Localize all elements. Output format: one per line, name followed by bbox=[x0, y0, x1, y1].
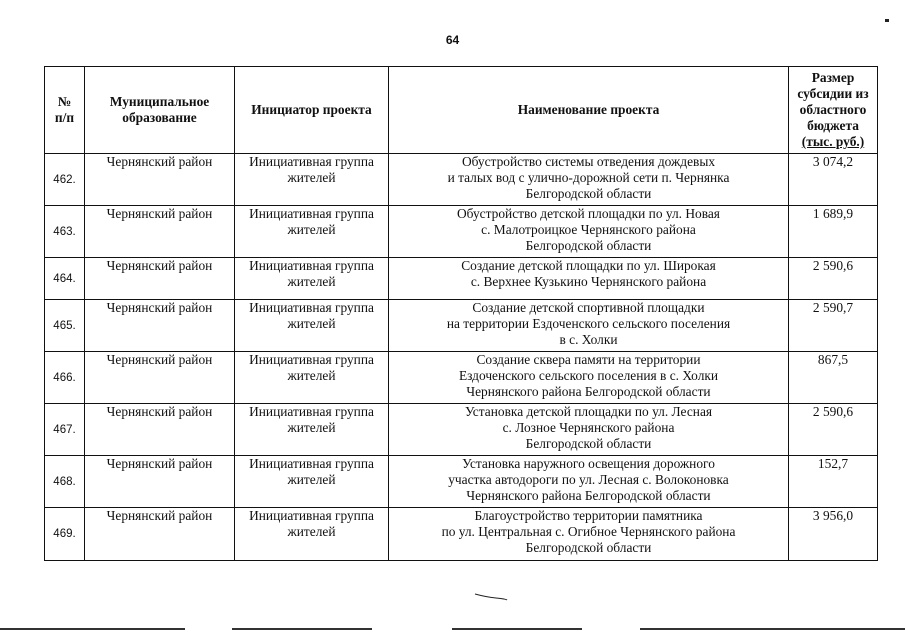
row-amount: 152,7 bbox=[789, 456, 878, 508]
row-initiator: Инициативная группа жителей bbox=[235, 352, 389, 404]
row-amount: 2 590,6 bbox=[789, 404, 878, 456]
header-num: № п/п bbox=[45, 67, 85, 154]
row-initiator: Инициативная группа жителей bbox=[235, 508, 389, 561]
header-subsidy: Размер субсидии из областного бюджета (тыс. руб.) bbox=[789, 67, 878, 154]
projects-table bbox=[44, 66, 878, 561]
row-project-name: Обустройство детской площадки по ул. Новая с. Малотроицкое Чернянского района Белгородской области bbox=[389, 206, 789, 258]
row-initiator: Инициативная группа жителей bbox=[235, 300, 389, 352]
table-row bbox=[45, 404, 878, 456]
row-amount: 1 689,9 bbox=[789, 206, 878, 258]
row-project-name: Установка детской площадки по ул. Лесная с. Лозное Чернянского района Белгородской области bbox=[389, 404, 789, 456]
row-municipality: Чернянский район bbox=[85, 300, 235, 352]
row-initiator: Инициативная группа жителей bbox=[235, 404, 389, 456]
row-municipality: Чернянский район bbox=[85, 508, 235, 561]
header-initiator: Инициатор проекта bbox=[235, 67, 389, 154]
row-project-name: Установка наружного освещения дорожного участка автодороги по ул. Лесная с. Волоконовка Чернянского района Белгородской области bbox=[389, 456, 789, 508]
row-municipality: Чернянский район bbox=[85, 404, 235, 456]
row-amount: 867,5 bbox=[789, 352, 878, 404]
row-initiator: Инициативная группа жителей bbox=[235, 206, 389, 258]
row-project-name: Создание детской спортивной площадки на территории Ездоченского сельского поселения в с. Холки bbox=[389, 300, 789, 352]
row-project-name: Обустройство системы отведения дождевых и талых вод с улично-дорожной сети п. Чернянка Белгородской области bbox=[389, 154, 789, 206]
pen-mark bbox=[474, 592, 508, 602]
page-number: 64 bbox=[445, 33, 460, 47]
row-amount: 3 074,2 bbox=[789, 154, 878, 206]
table-row bbox=[45, 258, 878, 300]
header-project: Наименование проекта bbox=[389, 67, 789, 154]
row-number: 463. bbox=[45, 206, 85, 258]
row-project-name: Благоустройство территории памятника по ул. Центральная с. Огибное Чернянского района Белгородской области bbox=[389, 508, 789, 561]
header-municipality: Муниципальное образование bbox=[85, 67, 235, 154]
row-number: 462. bbox=[45, 154, 85, 206]
table-row bbox=[45, 154, 878, 206]
row-municipality: Чернянский район bbox=[85, 456, 235, 508]
table-row bbox=[45, 352, 878, 404]
row-project-name: Создание детской площадки по ул. Широкая с. Верхнее Кузькино Чернянского района bbox=[389, 258, 789, 300]
row-initiator: Инициативная группа жителей bbox=[235, 456, 389, 508]
table-row bbox=[45, 300, 878, 352]
row-amount: 2 590,6 bbox=[789, 258, 878, 300]
row-number: 466. bbox=[45, 352, 85, 404]
row-number: 469. bbox=[45, 508, 85, 561]
row-number: 467. bbox=[45, 404, 85, 456]
table-row bbox=[45, 508, 878, 561]
scan-speck bbox=[885, 19, 889, 22]
row-project-name: Создание сквера памяти на территории Ездоченского сельского поселения в с. Холки Чернянского района Белгородской области bbox=[389, 352, 789, 404]
row-number: 468. bbox=[45, 456, 85, 508]
row-initiator: Инициативная группа жителей bbox=[235, 154, 389, 206]
row-number: 464. bbox=[45, 258, 85, 300]
row-initiator: Инициативная группа жителей bbox=[235, 258, 389, 300]
table-row bbox=[45, 206, 878, 258]
row-amount: 2 590,7 bbox=[789, 300, 878, 352]
scan-edge-lines bbox=[0, 628, 905, 640]
table-row bbox=[45, 456, 878, 508]
row-amount: 3 956,0 bbox=[789, 508, 878, 561]
row-municipality: Чернянский район bbox=[85, 206, 235, 258]
row-municipality: Чернянский район bbox=[85, 258, 235, 300]
row-municipality: Чернянский район bbox=[85, 352, 235, 404]
row-number: 465. bbox=[45, 300, 85, 352]
row-municipality: Чернянский район bbox=[85, 154, 235, 206]
table-header-row bbox=[45, 67, 878, 154]
